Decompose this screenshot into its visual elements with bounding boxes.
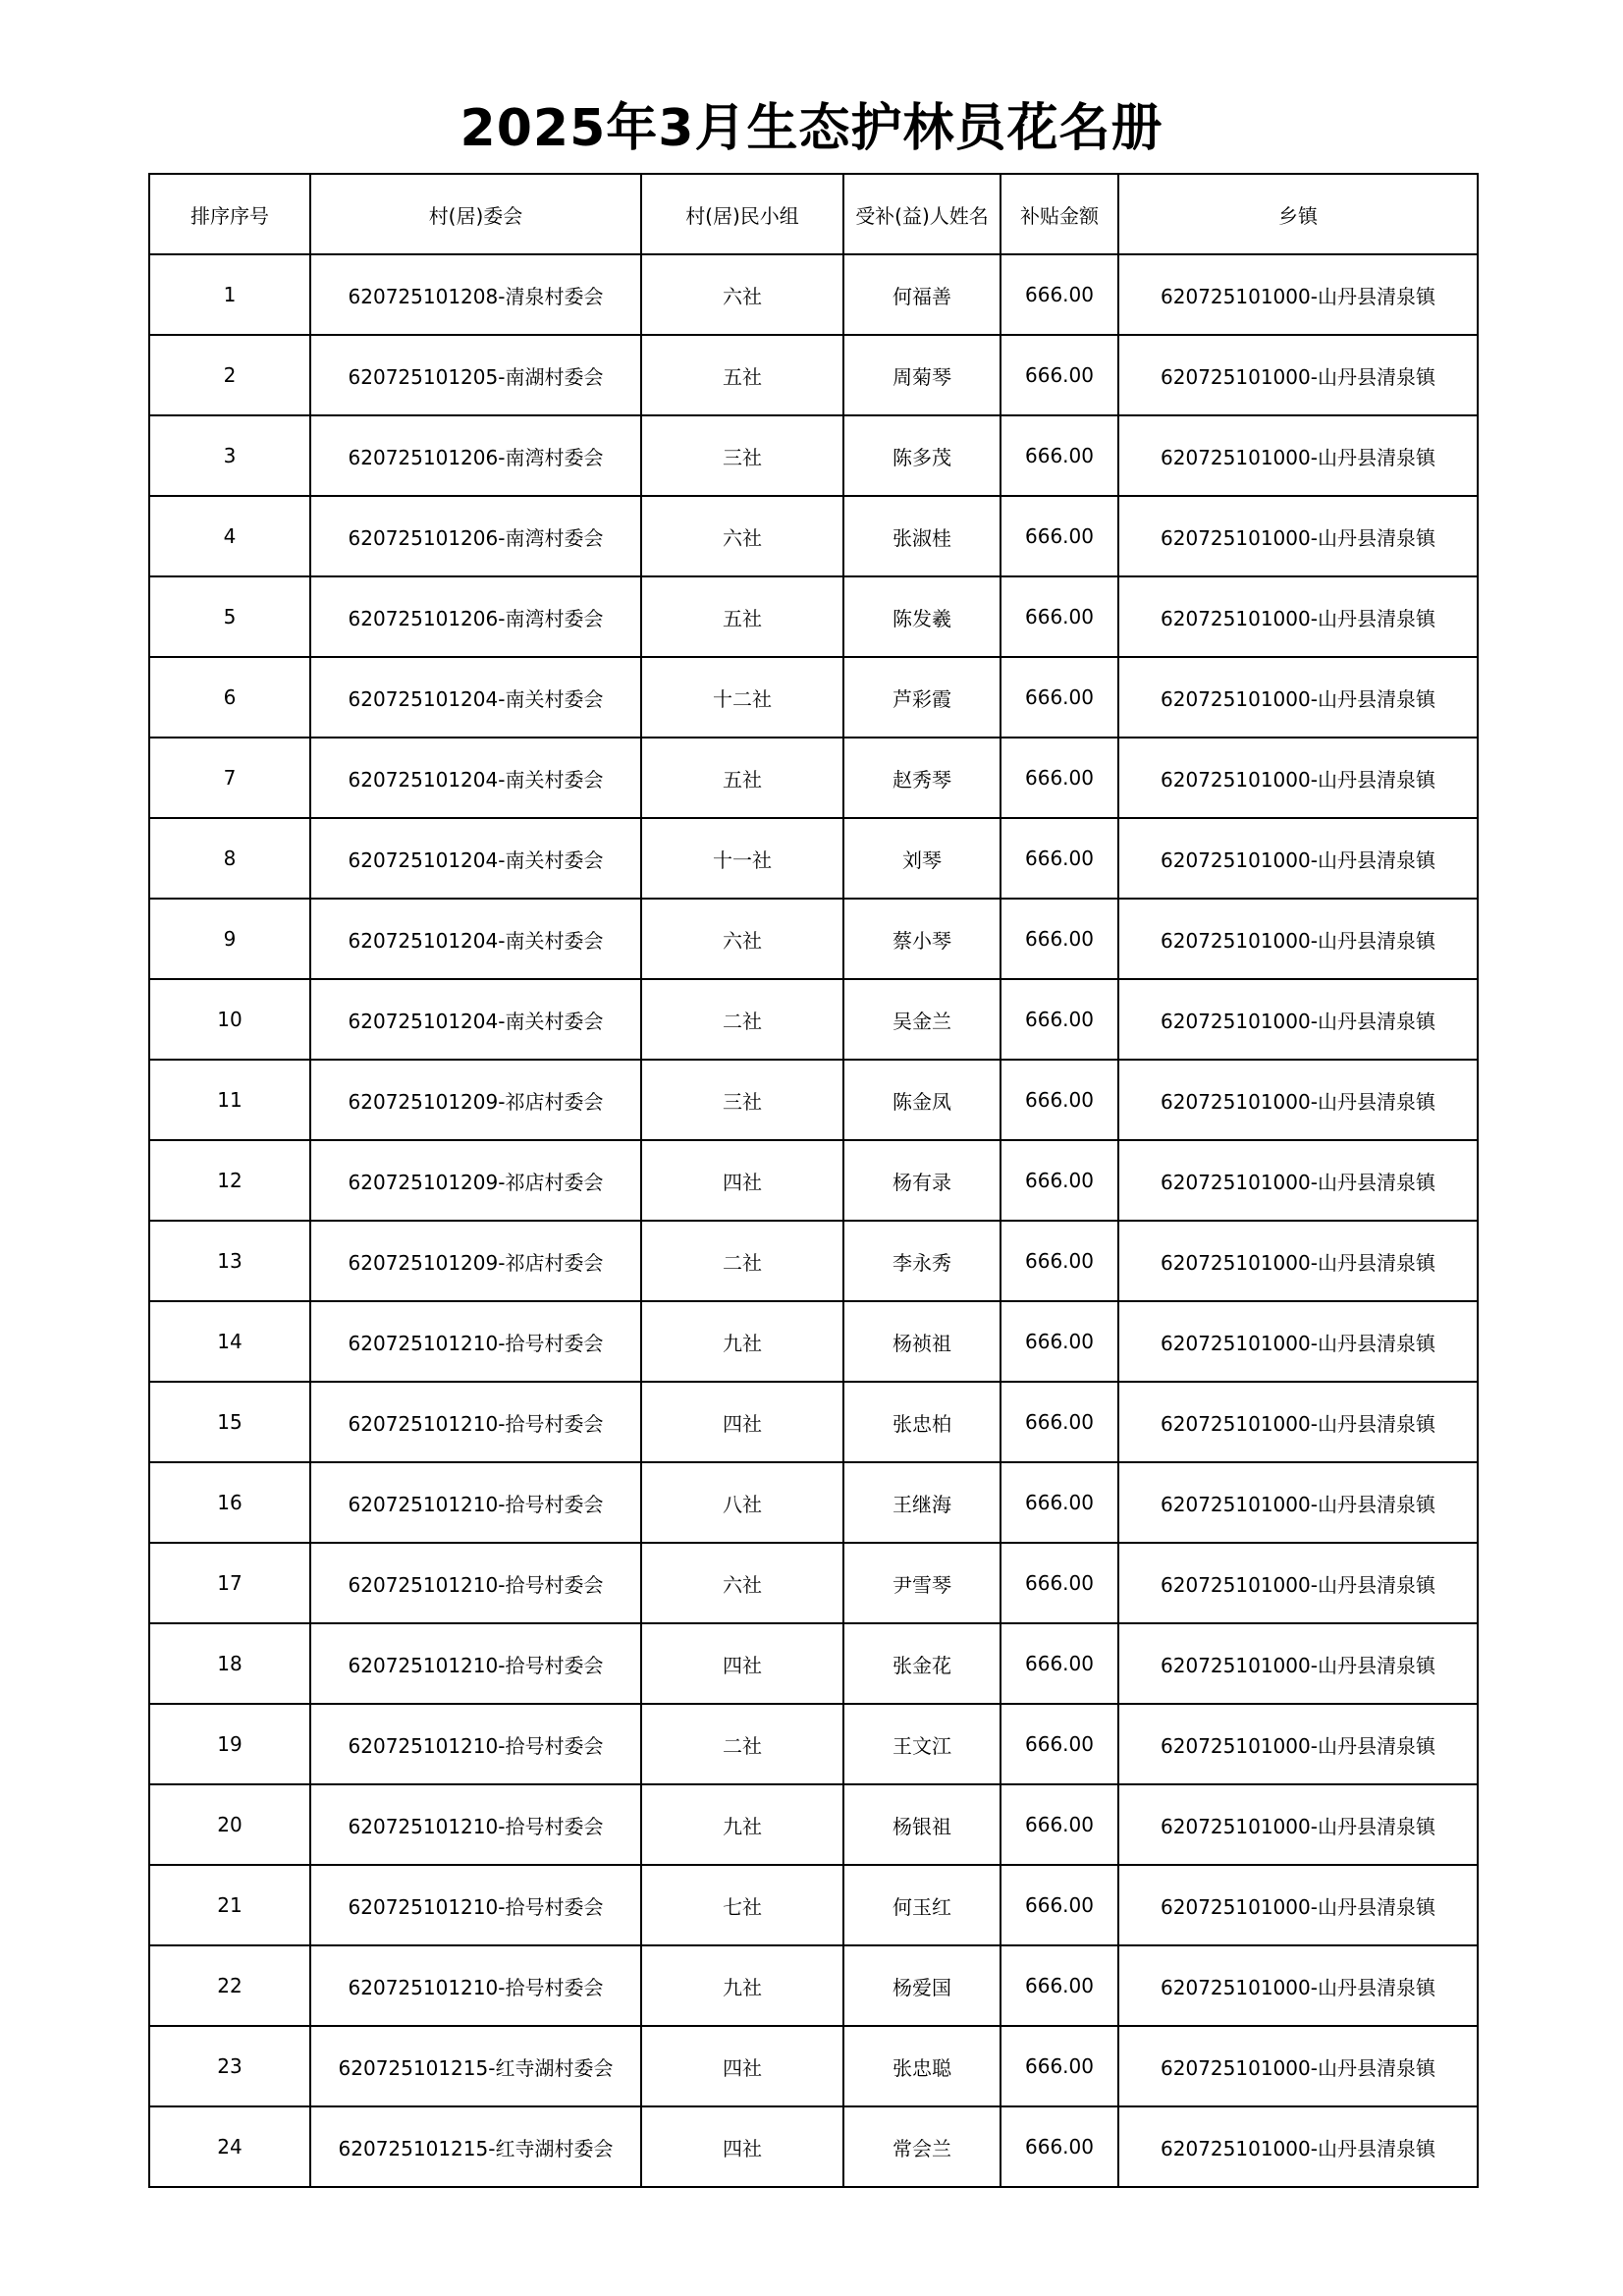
row-number-cell: 14 xyxy=(149,1301,310,1382)
recipient-name-cell: 杨有录 xyxy=(843,1140,1001,1221)
township-cell: 620725101000-山丹县清泉镇 xyxy=(1118,1865,1478,1945)
village-group-cell: 六社 xyxy=(641,1543,843,1623)
recipient-name-cell: 张金花 xyxy=(843,1623,1001,1704)
subsidy-amount-cell: 666.00 xyxy=(1001,1543,1118,1623)
row-number-cell: 8 xyxy=(149,818,310,899)
village-committee-cell: 620725101215-红寺湖村委会 xyxy=(310,2106,641,2187)
table-row xyxy=(149,657,1478,738)
table-row xyxy=(149,818,1478,899)
village-committee-cell: 620725101204-南关村委会 xyxy=(310,657,641,738)
recipient-name-cell: 杨爱国 xyxy=(843,1945,1001,2026)
subsidy-amount-cell: 666.00 xyxy=(1001,254,1118,335)
subsidy-amount-cell: 666.00 xyxy=(1001,2026,1118,2106)
village-committee-cell: 620725101204-南关村委会 xyxy=(310,979,641,1060)
table-body xyxy=(149,254,1478,2187)
village-group-cell: 八社 xyxy=(641,1462,843,1543)
row-number-cell: 3 xyxy=(149,415,310,496)
table-row xyxy=(149,899,1478,979)
subsidy-amount-cell: 666.00 xyxy=(1001,657,1118,738)
village-committee-cell: 620725101210-拾号村委会 xyxy=(310,1704,641,1784)
recipient-name-cell: 杨祯祖 xyxy=(843,1301,1001,1382)
recipient-name-cell: 周菊琴 xyxy=(843,335,1001,415)
township-cell: 620725101000-山丹县清泉镇 xyxy=(1118,657,1478,738)
recipient-name-cell: 张忠聪 xyxy=(843,2026,1001,2106)
table-row xyxy=(149,979,1478,1060)
township-cell: 620725101000-山丹县清泉镇 xyxy=(1118,1623,1478,1704)
township-cell: 620725101000-山丹县清泉镇 xyxy=(1118,818,1478,899)
recipient-name-cell: 王继海 xyxy=(843,1462,1001,1543)
table-row xyxy=(149,2026,1478,2106)
row-number-cell: 11 xyxy=(149,1060,310,1140)
village-committee-cell: 620725101210-拾号村委会 xyxy=(310,1462,641,1543)
table-row xyxy=(149,1623,1478,1704)
village-group-cell: 二社 xyxy=(641,1704,843,1784)
village-group-cell: 五社 xyxy=(641,335,843,415)
recipient-name-cell: 赵秀琴 xyxy=(843,738,1001,818)
village-group-cell: 十一社 xyxy=(641,818,843,899)
subsidy-amount-cell: 666.00 xyxy=(1001,1865,1118,1945)
row-number-cell: 10 xyxy=(149,979,310,1060)
subsidy-amount-cell: 666.00 xyxy=(1001,335,1118,415)
township-cell: 620725101000-山丹县清泉镇 xyxy=(1118,415,1478,496)
recipient-name-cell: 蔡小琴 xyxy=(843,899,1001,979)
recipient-name-cell: 张忠柏 xyxy=(843,1382,1001,1462)
subsidy-amount-cell: 666.00 xyxy=(1001,576,1118,657)
village-group-cell: 二社 xyxy=(641,979,843,1060)
township-cell: 620725101000-山丹县清泉镇 xyxy=(1118,979,1478,1060)
row-number-cell: 7 xyxy=(149,738,310,818)
row-number-cell: 20 xyxy=(149,1784,310,1865)
village-group-cell: 五社 xyxy=(641,738,843,818)
township-cell: 620725101000-山丹县清泉镇 xyxy=(1118,1945,1478,2026)
township-cell: 620725101000-山丹县清泉镇 xyxy=(1118,1462,1478,1543)
village-group-cell: 六社 xyxy=(641,496,843,576)
village-group-cell: 九社 xyxy=(641,1945,843,2026)
header-cell: 补贴金额 xyxy=(1001,174,1118,254)
village-group-cell: 四社 xyxy=(641,1623,843,1704)
subsidy-amount-cell: 666.00 xyxy=(1001,2106,1118,2187)
subsidy-amount-cell: 666.00 xyxy=(1001,1704,1118,1784)
row-number-cell: 17 xyxy=(149,1543,310,1623)
township-cell: 620725101000-山丹县清泉镇 xyxy=(1118,1543,1478,1623)
table-row xyxy=(149,1543,1478,1623)
village-group-cell: 九社 xyxy=(641,1784,843,1865)
village-group-cell: 九社 xyxy=(641,1301,843,1382)
table-row xyxy=(149,335,1478,415)
village-committee-cell: 620725101206-南湾村委会 xyxy=(310,415,641,496)
page-title: 2025年3月生态护林员花名册 xyxy=(460,99,1163,158)
header-cell: 受补(益)人姓名 xyxy=(843,174,1001,254)
row-number-cell: 19 xyxy=(149,1704,310,1784)
recipient-name-cell: 王文江 xyxy=(843,1704,1001,1784)
recipient-name-cell: 芦彩霞 xyxy=(843,657,1001,738)
header-cell: 村(居)委会 xyxy=(310,174,641,254)
table-row xyxy=(149,1221,1478,1301)
subsidy-amount-cell: 666.00 xyxy=(1001,1140,1118,1221)
header-cell: 村(居)民小组 xyxy=(641,174,843,254)
table-row xyxy=(149,1784,1478,1865)
township-cell: 620725101000-山丹县清泉镇 xyxy=(1118,1784,1478,1865)
recipient-name-cell: 陈多茂 xyxy=(843,415,1001,496)
table-row xyxy=(149,1945,1478,2026)
village-group-cell: 十二社 xyxy=(641,657,843,738)
village-committee-cell: 620725101215-红寺湖村委会 xyxy=(310,2026,641,2106)
header-cell: 排序序号 xyxy=(149,174,310,254)
township-cell: 620725101000-山丹县清泉镇 xyxy=(1118,1382,1478,1462)
village-committee-cell: 620725101210-拾号村委会 xyxy=(310,1623,641,1704)
table-row xyxy=(149,1865,1478,1945)
subsidy-amount-cell: 666.00 xyxy=(1001,1462,1118,1543)
recipient-name-cell: 尹雪琴 xyxy=(843,1543,1001,1623)
subsidy-amount-cell: 666.00 xyxy=(1001,818,1118,899)
row-number-cell: 16 xyxy=(149,1462,310,1543)
row-number-cell: 13 xyxy=(149,1221,310,1301)
table-header-row xyxy=(149,174,1478,254)
table-row xyxy=(149,415,1478,496)
village-committee-cell: 620725101210-拾号村委会 xyxy=(310,1865,641,1945)
village-group-cell: 六社 xyxy=(641,254,843,335)
recipient-name-cell: 杨银祖 xyxy=(843,1784,1001,1865)
row-number-cell: 23 xyxy=(149,2026,310,2106)
village-committee-cell: 620725101204-南关村委会 xyxy=(310,818,641,899)
village-committee-cell: 620725101204-南关村委会 xyxy=(310,899,641,979)
subsidy-amount-cell: 666.00 xyxy=(1001,738,1118,818)
recipient-name-cell: 陈金凤 xyxy=(843,1060,1001,1140)
village-committee-cell: 620725101204-南关村委会 xyxy=(310,738,641,818)
recipient-name-cell: 吴金兰 xyxy=(843,979,1001,1060)
village-committee-cell: 620725101208-清泉村委会 xyxy=(310,254,641,335)
village-committee-cell: 620725101205-南湖村委会 xyxy=(310,335,641,415)
table-row xyxy=(149,1140,1478,1221)
subsidy-amount-cell: 666.00 xyxy=(1001,1623,1118,1704)
row-number-cell: 9 xyxy=(149,899,310,979)
village-group-cell: 七社 xyxy=(641,1865,843,1945)
row-number-cell: 21 xyxy=(149,1865,310,1945)
recipient-name-cell: 陈发羲 xyxy=(843,576,1001,657)
village-committee-cell: 620725101210-拾号村委会 xyxy=(310,1784,641,1865)
village-group-cell: 三社 xyxy=(641,1060,843,1140)
village-group-cell: 二社 xyxy=(641,1221,843,1301)
row-number-cell: 1 xyxy=(149,254,310,335)
village-committee-cell: 620725101209-祁店村委会 xyxy=(310,1140,641,1221)
village-group-cell: 五社 xyxy=(641,576,843,657)
township-cell: 620725101000-山丹县清泉镇 xyxy=(1118,899,1478,979)
recipient-name-cell: 李永秀 xyxy=(843,1221,1001,1301)
subsidy-amount-cell: 666.00 xyxy=(1001,1945,1118,2026)
township-cell: 620725101000-山丹县清泉镇 xyxy=(1118,738,1478,818)
table-row xyxy=(149,254,1478,335)
township-cell: 620725101000-山丹县清泉镇 xyxy=(1118,496,1478,576)
table-row xyxy=(149,738,1478,818)
township-cell: 620725101000-山丹县清泉镇 xyxy=(1118,254,1478,335)
village-committee-cell: 620725101210-拾号村委会 xyxy=(310,1301,641,1382)
township-cell: 620725101000-山丹县清泉镇 xyxy=(1118,1301,1478,1382)
subsidy-amount-cell: 666.00 xyxy=(1001,899,1118,979)
township-cell: 620725101000-山丹县清泉镇 xyxy=(1118,2026,1478,2106)
village-group-cell: 四社 xyxy=(641,1140,843,1221)
table-row xyxy=(149,2106,1478,2187)
village-committee-cell: 620725101210-拾号村委会 xyxy=(310,1382,641,1462)
table-row xyxy=(149,1704,1478,1784)
row-number-cell: 6 xyxy=(149,657,310,738)
row-number-cell: 12 xyxy=(149,1140,310,1221)
village-group-cell: 四社 xyxy=(641,1382,843,1462)
table-row xyxy=(149,576,1478,657)
subsidy-amount-cell: 666.00 xyxy=(1001,1060,1118,1140)
village-committee-cell: 620725101209-祁店村委会 xyxy=(310,1221,641,1301)
village-committee-cell: 620725101210-拾号村委会 xyxy=(310,1945,641,2026)
recipient-name-cell: 常会兰 xyxy=(843,2106,1001,2187)
table-row xyxy=(149,1382,1478,1462)
village-group-cell: 六社 xyxy=(641,899,843,979)
township-cell: 620725101000-山丹县清泉镇 xyxy=(1118,576,1478,657)
recipient-name-cell: 何福善 xyxy=(843,254,1001,335)
roster-table xyxy=(148,173,1479,2188)
table-row xyxy=(149,1060,1478,1140)
township-cell: 620725101000-山丹县清泉镇 xyxy=(1118,1140,1478,1221)
row-number-cell: 22 xyxy=(149,1945,310,2026)
village-group-cell: 四社 xyxy=(641,2026,843,2106)
subsidy-amount-cell: 666.00 xyxy=(1001,1301,1118,1382)
row-number-cell: 4 xyxy=(149,496,310,576)
township-cell: 620725101000-山丹县清泉镇 xyxy=(1118,1704,1478,1784)
subsidy-amount-cell: 666.00 xyxy=(1001,1784,1118,1865)
township-cell: 620725101000-山丹县清泉镇 xyxy=(1118,335,1478,415)
village-committee-cell: 620725101209-祁店村委会 xyxy=(310,1060,641,1140)
row-number-cell: 15 xyxy=(149,1382,310,1462)
subsidy-amount-cell: 666.00 xyxy=(1001,979,1118,1060)
row-number-cell: 2 xyxy=(149,335,310,415)
recipient-name-cell: 何玉红 xyxy=(843,1865,1001,1945)
village-group-cell: 三社 xyxy=(641,415,843,496)
recipient-name-cell: 刘琴 xyxy=(843,818,1001,899)
village-committee-cell: 620725101210-拾号村委会 xyxy=(310,1543,641,1623)
village-committee-cell: 620725101206-南湾村委会 xyxy=(310,496,641,576)
subsidy-amount-cell: 666.00 xyxy=(1001,1382,1118,1462)
township-cell: 620725101000-山丹县清泉镇 xyxy=(1118,1221,1478,1301)
subsidy-amount-cell: 666.00 xyxy=(1001,1221,1118,1301)
subsidy-amount-cell: 666.00 xyxy=(1001,496,1118,576)
village-committee-cell: 620725101206-南湾村委会 xyxy=(310,576,641,657)
recipient-name-cell: 张淑桂 xyxy=(843,496,1001,576)
township-cell: 620725101000-山丹县清泉镇 xyxy=(1118,1060,1478,1140)
header-cell: 乡镇 xyxy=(1118,174,1478,254)
township-cell: 620725101000-山丹县清泉镇 xyxy=(1118,2106,1478,2187)
row-number-cell: 5 xyxy=(149,576,310,657)
row-number-cell: 24 xyxy=(149,2106,310,2187)
row-number-cell: 18 xyxy=(149,1623,310,1704)
table-row xyxy=(149,1462,1478,1543)
table-row xyxy=(149,496,1478,576)
subsidy-amount-cell: 666.00 xyxy=(1001,415,1118,496)
village-group-cell: 四社 xyxy=(641,2106,843,2187)
table-row xyxy=(149,1301,1478,1382)
